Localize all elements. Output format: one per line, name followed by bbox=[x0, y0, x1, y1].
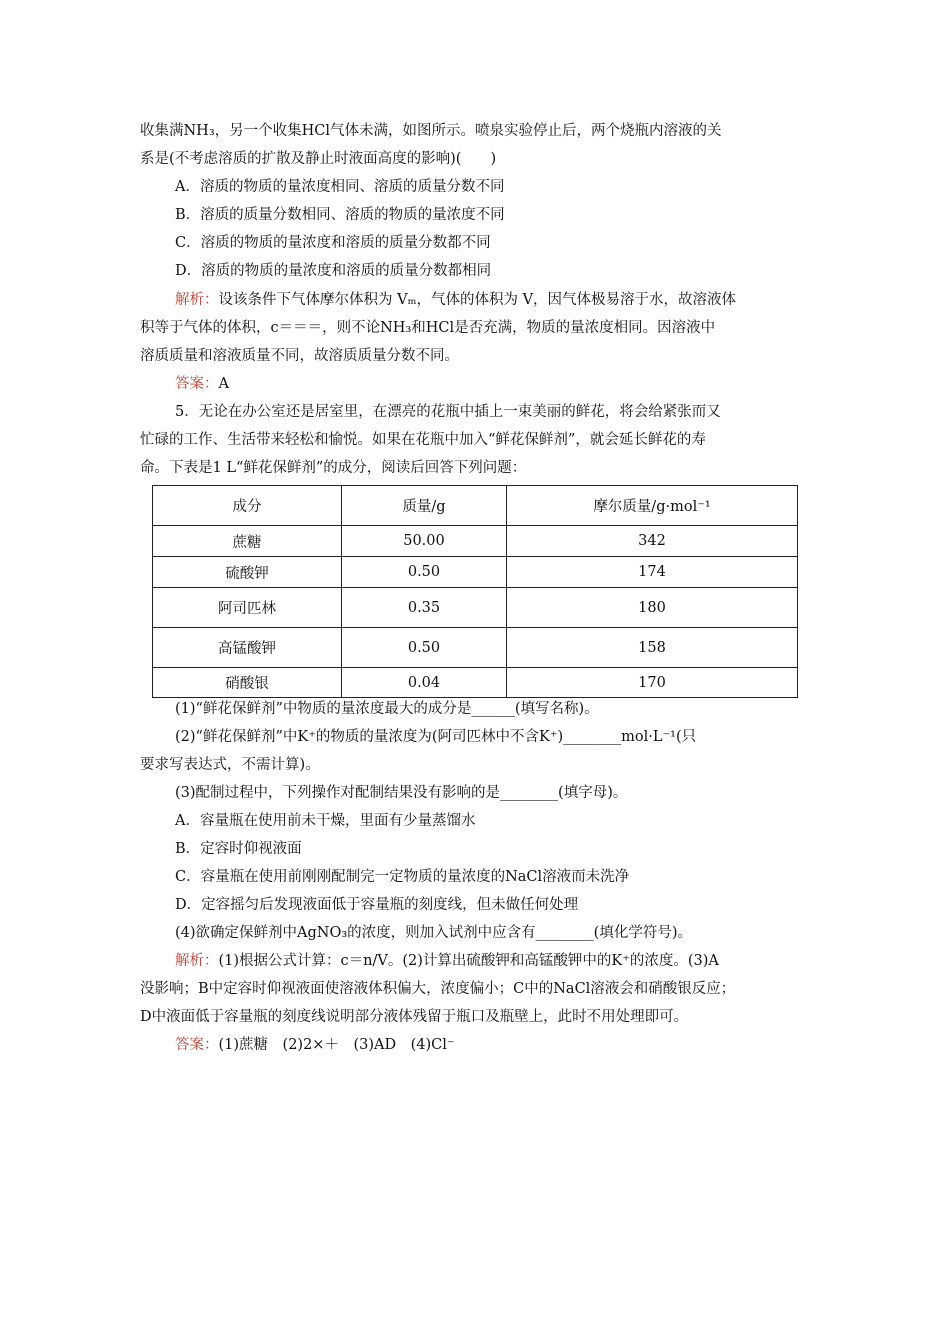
q5-analysis-line-1: 解析：(1)根据公式计算：c＝n/V。(2)计算出硫酸钾和高锰酸钾中的K⁺的浓度。(3)A bbox=[175, 953, 719, 969]
cell-name: 蔗糖 bbox=[153, 526, 342, 557]
composition-table bbox=[152, 485, 798, 698]
q4-answer-label: 答案： bbox=[175, 376, 219, 392]
q4-stem-line-2: 系是(不考虑溶质的扩散及静止时液面高度的影响)( ) bbox=[140, 151, 497, 167]
cell-name: 阿司匹林 bbox=[153, 588, 342, 628]
q4-option-c: C．溶质的物质的量浓度和溶质的质量分数都不同 bbox=[175, 235, 491, 251]
q5-intro-line-2: 忙碌的工作、生活带来轻松和愉悦。如果在花瓶中加入“鲜花保鲜剂”，就会延长鲜花的寿 bbox=[140, 432, 706, 448]
cell-molar-mass: 170 bbox=[507, 668, 798, 698]
q5-sub2-line-1: (2)“鲜花保鲜剂”中K⁺的物质的量浓度为(阿司匹林中不含K⁺)________mol·L⁻¹(只 bbox=[175, 729, 697, 745]
cell-mass: 0.35 bbox=[342, 588, 507, 628]
cell-molar-mass: 342 bbox=[507, 526, 798, 557]
q4-option-a: A．溶质的物质的量浓度相同、溶质的质量分数不同 bbox=[175, 179, 505, 195]
q5-analysis-line-2: 没影响；B中定容时仰视液面使溶液体积偏大，浓度偏小；C中的NaCl溶液会和硝酸银反应； bbox=[140, 981, 736, 997]
header-component: 成分 bbox=[153, 486, 342, 526]
cell-molar-mass: 174 bbox=[507, 557, 798, 588]
q5-option-b: B．定容时仰视液面 bbox=[175, 841, 302, 857]
q5-analysis-label: 解析： bbox=[175, 953, 219, 969]
table-row bbox=[153, 628, 798, 668]
q4-option-d: D．溶质的物质的量浓度和溶质的质量分数都相同 bbox=[175, 263, 492, 279]
cell-mass: 50.00 bbox=[342, 526, 507, 557]
q4-answer: 答案：A bbox=[175, 376, 229, 392]
table-row bbox=[153, 526, 798, 557]
q5-intro-line-3: 命。下表是1 L“鲜花保鲜剂”的成分，阅读后回答下列问题： bbox=[140, 460, 527, 476]
cell-name: 硫酸钾 bbox=[153, 557, 342, 588]
cell-mass: 0.04 bbox=[342, 668, 507, 698]
q5-analysis-line-3: D中液面低于容量瓶的刻度线说明部分液体残留于瓶口及瓶壁上，此时不用处理即可。 bbox=[140, 1009, 689, 1025]
q5-intro-line-1: 5．无论在办公室还是居室里，在漂亮的花瓶中插上一束美丽的鲜花，将会给紧张而又 bbox=[175, 404, 721, 420]
q5-sub2-line-2: 要求写表达式，不需计算)。 bbox=[140, 757, 320, 773]
table-row bbox=[153, 557, 798, 588]
q5-sub3: (3)配制过程中，下列操作对配制结果没有影响的是________(填字母)。 bbox=[175, 785, 628, 801]
q5-option-c: C．容量瓶在使用前刚刚配制完一定物质的量浓度的NaCl溶液而未洗净 bbox=[175, 869, 630, 885]
cell-molar-mass: 158 bbox=[507, 628, 798, 668]
q4-analysis-line-1: 解析：设该条件下气体摩尔体积为 Vₘ，气体的体积为 V，因气体极易溶于水，故溶液体 bbox=[175, 292, 737, 308]
cell-mass: 0.50 bbox=[342, 628, 507, 668]
table-header-row bbox=[153, 486, 798, 526]
q4-analysis-label: 解析： bbox=[175, 292, 219, 308]
cell-mass: 0.50 bbox=[342, 557, 507, 588]
q4-option-b: B．溶质的质量分数相同、溶质的物质的量浓度不同 bbox=[175, 207, 505, 223]
q5-option-d: D．定容摇匀后发现液面低于容量瓶的刻度线，但未做任何处理 bbox=[175, 897, 579, 913]
q4-analysis-line-3: 溶质质量和溶液质量不同，故溶质质量分数不同。 bbox=[140, 348, 459, 364]
cell-molar-mass: 180 bbox=[507, 588, 798, 628]
cell-name: 高锰酸钾 bbox=[153, 628, 342, 668]
q4-stem-line-1: 收集满NH₃，另一个收集HCl气体未满，如图所示。喷泉实验停止后，两个烧瓶内溶液的关 bbox=[140, 123, 722, 139]
cell-name: 硝酸银 bbox=[153, 668, 342, 698]
q4-analysis-line-2: 积等于气体的体积，c＝＝＝，则不论NH₃和HCl是否充满，物质的量浓度相同。因溶液中 bbox=[140, 320, 716, 336]
header-molar-mass: 摩尔质量/g·mol⁻¹ bbox=[507, 486, 798, 526]
q5-answer-label: 答案： bbox=[175, 1037, 219, 1053]
header-mass: 质量/g bbox=[342, 486, 507, 526]
q5-answer: 答案：(1)蔗糖 (2)2×＋ (3)AD (4)Cl⁻ bbox=[175, 1037, 455, 1053]
q5-option-a: A．容量瓶在使用前未干燥，里面有少量蒸馏水 bbox=[175, 813, 476, 829]
q5-sub4: (4)欲确定保鲜剂中AgNO₃的浓度，则加入试剂中应含有________(填化学符号)。 bbox=[175, 925, 692, 941]
q5-sub1: (1)“鲜花保鲜剂”中物质的量浓度最大的成分是______(填写名称)。 bbox=[175, 701, 599, 717]
table-row bbox=[153, 588, 798, 628]
table-row bbox=[153, 668, 798, 698]
